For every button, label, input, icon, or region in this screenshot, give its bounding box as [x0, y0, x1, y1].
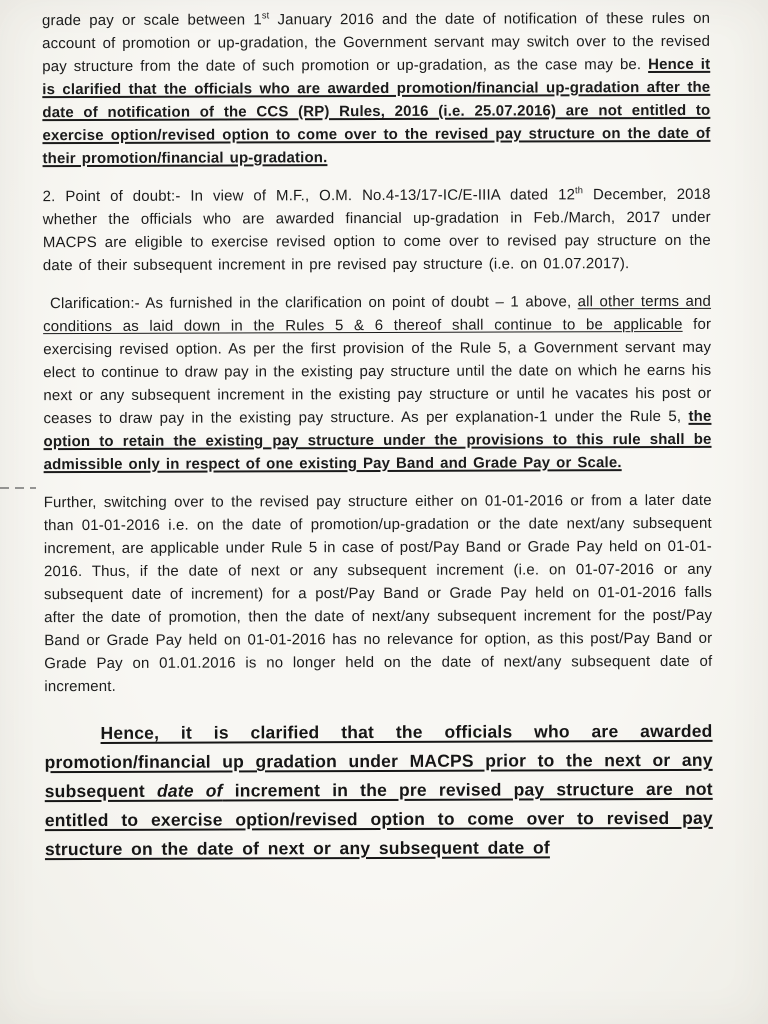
- rule-emphasis-text: the option to retain the existing pay structure under the provisions to this rule shall be admissible only in respect of one existing Pay Band and Grade Pay or Scale.: [43, 407, 712, 474]
- ordinal-superscript: th: [575, 185, 584, 196]
- body-text: 2. Point of doubt:- In view of M.F., O.M. No.4-13/17-IC/E-IIIA dated 12: [42, 186, 576, 206]
- italic-emphasis-text: date of: [156, 780, 223, 801]
- body-text: grade pay or scale between 1: [42, 11, 262, 30]
- paragraph-final-clarification: [44, 717, 713, 864]
- closing-emphasis-text: increment in the pre revised pay structure are not entitled to exercise option/revised option to come over to revised pay structure on the date of next or any subsequent date of: [44, 778, 713, 860]
- body-text: Further, switching over to the revised pay structure either on 01-01-2016 or from a later date than 01-01-2016 i.e. on the date of promotion/up-gradation or the date next/any subsequent increment, are applicable under Rule 5 in case of post/Pay Band or Grade Pay held on 01-01-2016. Thus, if the date of next or any subsequent increment (i.e. on 01-07-2016 or any subsequent date of increment) for a post/Pay Band or Grade Pay held on 01-01-2016 falls after the date of promotion, then the date of next/any subsequent increment for the post/Pay Band or Grade Pay held on 01-01-2016 has no relevance for option, as this post/Pay Band or Grade Pay on 01.01.2016 is no longer held on the date of next/any subsequent date of increment.: [43, 491, 713, 696]
- body-text: for exercising revised option. As per the first provision of the Rule 5, a Government servant may elect to continue to draw pay in the existing pay structure until the date on which he earns his next or any subsequent increment in the existing pay structure or until he vacates his post or ceases to draw pay in the existing pay structure. As per explanation-1 under the Rule 5,: [43, 315, 712, 428]
- body-text: January 2016 and the date of notification of these rules on account of promotion or up-gradation, the Government servant may switch over to the revised pay structure from the date of such promotion or up-gradation, as the case may be.: [42, 9, 711, 76]
- paragraph-continuation: [42, 7, 711, 170]
- scan-artifact-marks: [0, 487, 36, 489]
- paragraph-point-of-doubt-2: [43, 183, 711, 277]
- body-text: December, 2018 whether the officials who are awarded financial up-gradation in Feb./March, 2017 under MACPS are eligible to exercise revised option to come over to revised pay structure on the date of their subsequent increment in pre revised pay structure (i.e. on 01.07.2017).: [42, 185, 711, 275]
- document-content: [42, 7, 713, 864]
- paragraph-further-explanation: [44, 489, 713, 698]
- closing-emphasis-text: Hence, it is clarified that the officials who are awarded promotion/financial up gradation under MACPS prior to the next or any subsequent: [44, 720, 713, 802]
- body-text: Clarification:- As furnished in the clarification on point of doubt – 1 above,: [50, 293, 578, 313]
- clarification-emphasis-text: Hence it is clarified that the officials who are awarded promotion/financial up-gradation after the date of notification of the CCS (RP) Rules, 2016 (i.e. 25.07.2016) are not entitled to exercise option/revised option to come over to the revised pay structure on the date of their promotion/financial up-gradation.: [42, 55, 711, 168]
- paragraph-clarification: [43, 290, 712, 476]
- ordinal-superscript: st: [261, 10, 270, 21]
- underlined-text: all other terms and conditions as laid down in the Rules 5 & 6 thereof shall continue to be applicable: [43, 292, 712, 336]
